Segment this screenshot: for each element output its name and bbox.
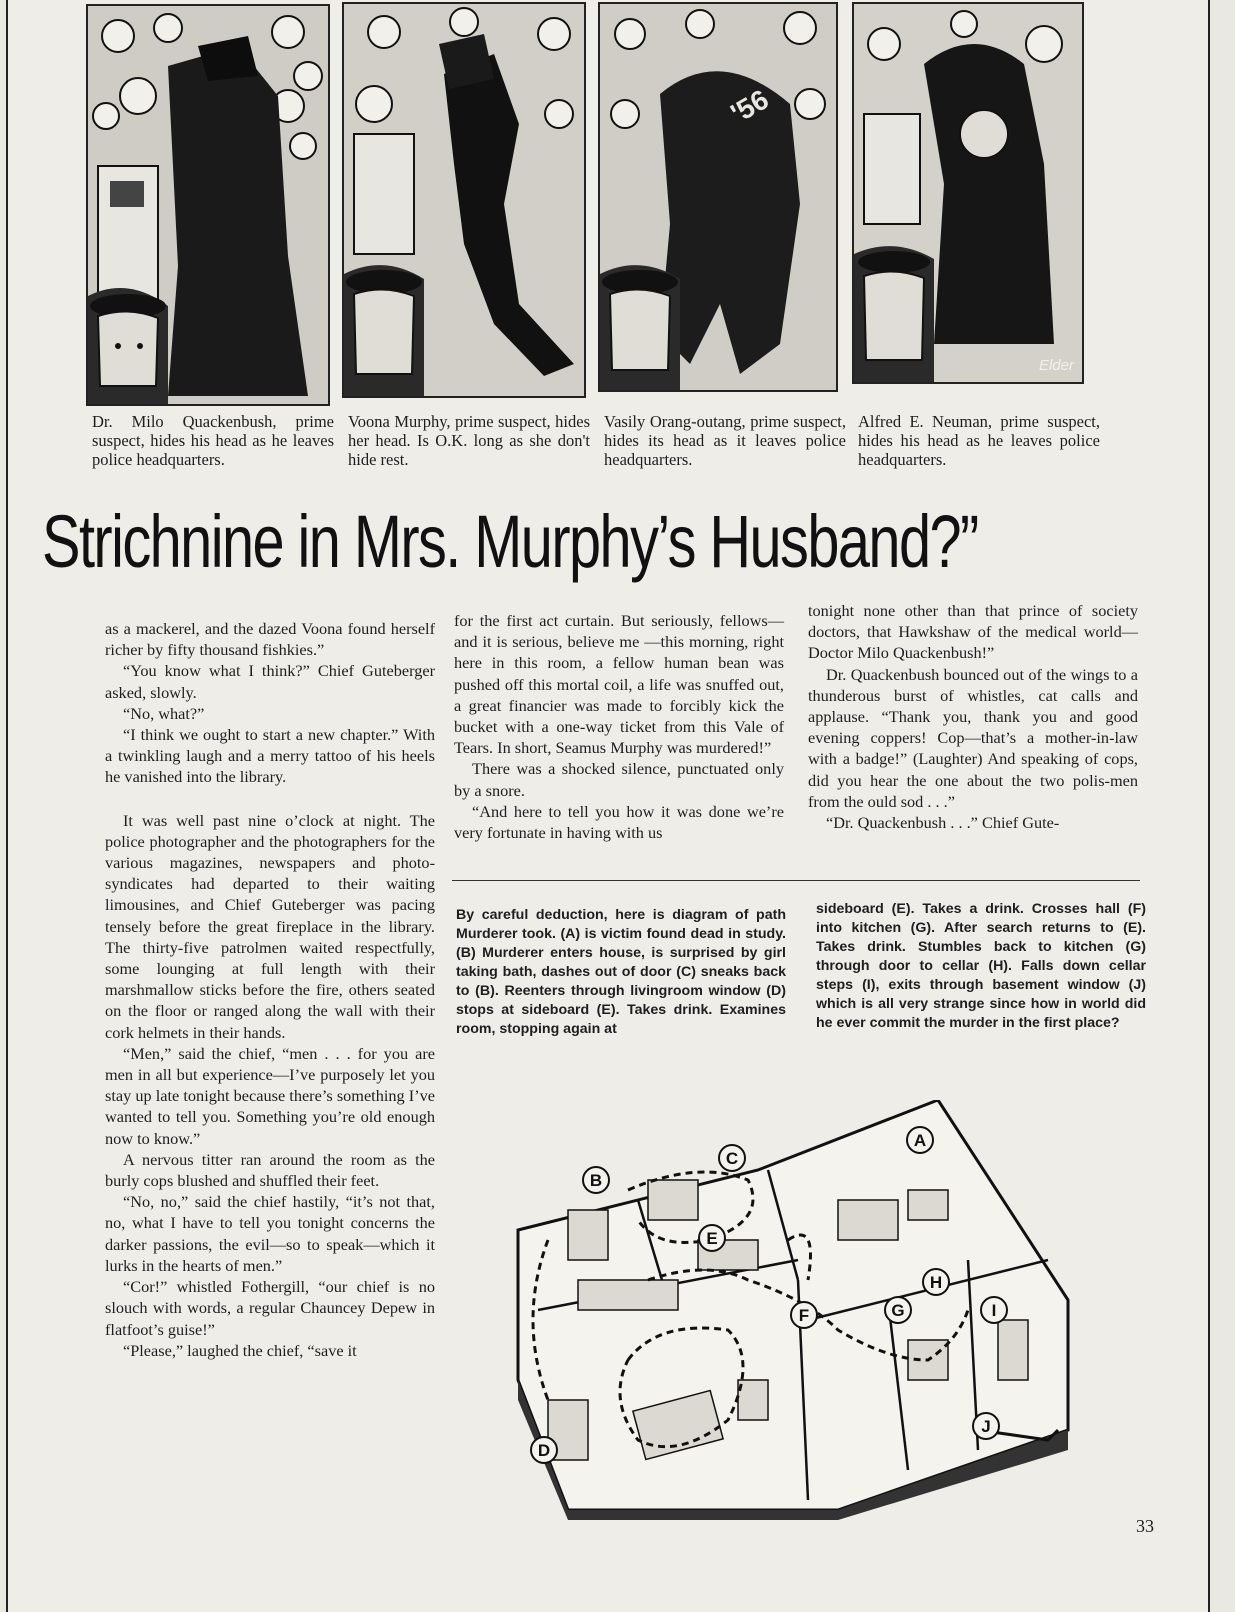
comic-panel-neuman bbox=[852, 2, 1084, 384]
svg-text:G: G bbox=[891, 1301, 905, 1320]
svg-text:I: I bbox=[991, 1301, 997, 1320]
diagram-marker-h bbox=[923, 1269, 949, 1295]
paragraph: It was well past nine o’clock at night. The police photographer and the photographers for the various magazines, newspapers and photo-syndicates had departed to their waiting limousines, and Chief Guteberger was pacing tensely before the great fireplace in the library. The thirty-five patrolmen waited respectfully, some lounging at full length with their marshmallow sticks before the fire, others seated on the floor or ranged along the wall with their cork helmets in their hands. bbox=[105, 810, 435, 1042]
paragraph: tonight none other than that prince of society doctors, that Hawkshaw of the medical world—Doctor Milo Quackenbush!” bbox=[808, 601, 1138, 663]
svg-text:A: A bbox=[913, 1131, 927, 1150]
paragraph: “I think we ought to start a new chapter.” With a twinkling laugh and a merry tattoo of his heels he vanished into the library. bbox=[105, 725, 435, 787]
article-headline: Strichnine in Mrs. Murphy’s Husband?” bbox=[42, 500, 978, 583]
magazine-page bbox=[6, 0, 1210, 1612]
paragraph: “Dr. Quackenbush . . .” Chief Gute- bbox=[826, 813, 1060, 833]
paragraph: “Cor!” whistled Fothergill, “our chief is no slouch with words, a regular Chauncey Depew in flatfoot’s guise!” bbox=[105, 1277, 435, 1339]
paragraph: “You know what I think?” Chief Guteberger asked, slowly. bbox=[105, 661, 435, 702]
svg-text:B: B bbox=[589, 1171, 603, 1190]
svg-text:E: E bbox=[706, 1229, 718, 1248]
jersey-number: '56 bbox=[725, 83, 774, 130]
diagram-marker-e bbox=[699, 1225, 725, 1251]
diagram-caption-right: sideboard (E). Takes a drink. Crosses hall (F) into kitchen (G). After search returns to (E). Takes drink. Stumbles back to kitchen (G) through door to cellar (H). Falls down cellar steps (I), exits through basement window (J) which is all very strange since how in world did he ever commit the murder in the first place? bbox=[816, 901, 1146, 1031]
illustration-woman-hiding-head bbox=[344, 4, 584, 396]
illustration-neuman-hiding-head bbox=[854, 4, 1082, 382]
paragraph: “Men,” said the chief, “men . . . for you are men in all but experience—I’ve purposely let you stay up late tonight because there’s something I’ve wanted to tell you. Something you’re old enough now to know.” bbox=[105, 1043, 435, 1148]
text-column-3 bbox=[808, 600, 1138, 833]
paragraph: “And here to tell you how it was done we’re very fortunate in having with us bbox=[454, 801, 784, 843]
svg-text:C: C bbox=[725, 1149, 739, 1168]
comic-panel-orang-outang bbox=[598, 2, 838, 392]
diagram-marker-b bbox=[583, 1167, 609, 1193]
paragraph: Dr. Quackenbush bounced out of the wings to a thunderous burst of whistles, cat calls and applause. “Thank you, thank you and good evening coppers! Cop—that’s a mother-in-law with a badge!” (Laughter) And speaking of cops, did you hear the one about the two polis-men from the ould sod . . .” bbox=[808, 664, 1138, 811]
panel-caption: Alfred E. Neuman, prime suspect, hides his head as he leaves police headquarters. bbox=[858, 412, 1100, 469]
panel-caption: Voona Murphy, prime suspect, hides her head. Is O.K. long as she don't hide rest. bbox=[348, 412, 590, 469]
diagram-marker-i bbox=[981, 1297, 1007, 1323]
diagram-marker-f bbox=[791, 1302, 817, 1328]
text-column-2 bbox=[454, 610, 784, 843]
house-floorplan-diagram bbox=[508, 1100, 1098, 1520]
illustration-man-hiding-head bbox=[88, 6, 328, 404]
paragraph: A nervous titter ran around the room as the burly cops blushed and shuffled their feet. bbox=[105, 1149, 435, 1191]
diagram-marker-d bbox=[531, 1437, 557, 1463]
comic-panel-voona bbox=[342, 2, 586, 398]
illustration-ape-hiding-head bbox=[600, 4, 836, 390]
diagram-marker-j bbox=[973, 1413, 999, 1439]
paragraph: “Please,” laughed the chief, “save it bbox=[123, 1340, 357, 1360]
paragraph: “No, what?” bbox=[123, 703, 205, 723]
paragraph: for the first act curtain. But seriously, fellows—and it is serious, believe me —this morning, right here in this room, a fellow human bean was pushed off this mortal coil, a life was snuffed out, a great financier was made to forcibly kick the bucket with a one-way ticket from this Vale of Tears. In short, Seamus Murphy was murdered!” bbox=[454, 611, 784, 758]
svg-text:J: J bbox=[981, 1417, 991, 1436]
diagram-caption-left: By careful deduction, here is diagram of path Murderer took. (A) is victim found dead in study. (B) Murderer enters house, is surprised by girl taking bath, dashes out of door (C) sneaks back to (B). Reenters through livingroom window (D) stops at sideboard (E). Takes drink. Examines room, stopping again at bbox=[456, 907, 786, 1037]
panel-caption: Vasily Orang-outang, prime suspect, hides its head as it leaves police headquarters. bbox=[604, 412, 846, 469]
svg-text:D: D bbox=[537, 1441, 551, 1460]
diagram-marker-g bbox=[885, 1297, 911, 1323]
diagram-marker-a bbox=[907, 1127, 933, 1153]
page-number: 33 bbox=[1136, 1516, 1154, 1536]
svg-text:F: F bbox=[798, 1306, 810, 1325]
svg-text:H: H bbox=[929, 1273, 943, 1292]
artist-signature: Elder bbox=[1038, 357, 1074, 374]
comic-panel-quackenbush bbox=[86, 4, 330, 406]
diagram-marker-c bbox=[719, 1145, 745, 1171]
paragraph: “No, no,” said the chief hastily, “it’s not that, no, what I have to tell you tonight concerns the darker passions, the evil—so to speak—which it lurks in the hearts of men.” bbox=[105, 1192, 435, 1275]
text-column-1 bbox=[105, 618, 435, 1361]
paragraph: There was a shocked silence, punctuated only by a snore. bbox=[454, 759, 784, 800]
paragraph: as a mackerel, and the dazed Voona found herself richer by fifty thousand fishkies.” bbox=[105, 619, 435, 660]
divider bbox=[452, 880, 1140, 881]
panel-caption: Dr. Milo Quackenbush, prime suspect, hides his head as he leaves police headquarters. bbox=[92, 412, 334, 469]
